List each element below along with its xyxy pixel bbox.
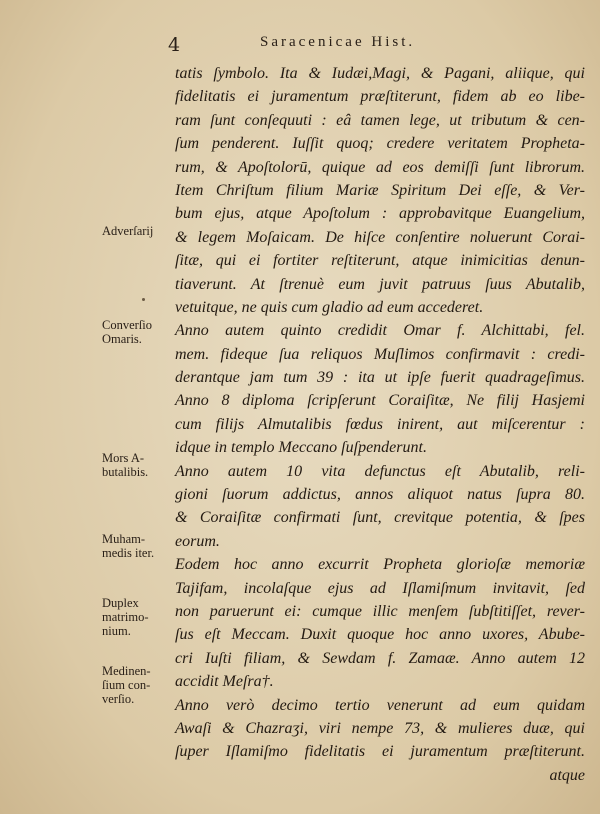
text-line: Eodem hoc anno excurrit Propheta glorioſæ memoriæ (175, 556, 585, 574)
margin-note-line: Omaris. (102, 332, 142, 346)
margin-note-line: nium. (102, 624, 131, 638)
text-line: Awaſi & Chazraʒi, viri nempe 73, & mulieres duæ, qui (175, 719, 585, 737)
text-line: cum filijs Almutalibis fœdus inirent, aut miſcerentur : (175, 415, 585, 433)
margin-note-line: verſio. (102, 692, 135, 706)
margin-note-line: Adverſarij (102, 224, 154, 238)
text-line: & Coraiſitæ confirmati ſunt, crevitque potentia, & ſpes (175, 509, 585, 527)
running-title: Saracenicae Hist. (260, 34, 416, 50)
text-line: rum, & Apoſtolorū, quique ad eos demiſſi ſunt librorum. (175, 158, 585, 176)
text-line: eorum. (175, 532, 220, 550)
margin-note-line: ſium con- (102, 678, 151, 692)
text-line: Anno verò decimo tertio venerunt ad eum quidam (175, 696, 585, 714)
margin-note-iter (102, 532, 178, 560)
margin-note-line: Mors A- (102, 451, 145, 465)
margin-note-mors (102, 451, 178, 479)
text-line: gioni ſuorum addictus, annos aliquot natus ſupra 80. (175, 486, 585, 504)
margin-note-line: medis iter. (102, 546, 155, 560)
body-text (175, 62, 585, 787)
text-line: tiaverunt. At ſtrenuè eum juvit patruus ſuus Abutalib, (175, 275, 585, 293)
text-line: ſitæ, qui ei fortiter reſtiterunt, atque inimicitias denun- (175, 252, 585, 270)
text-line: & legem Moſaicam. De hiſce conſentire noluerunt Corai- (175, 228, 585, 246)
margin-note-line: matrimo- (102, 610, 149, 624)
text-line: derantque jam tum 39 : ita ut ipſe fuerit quadrageſimus. (175, 369, 585, 387)
text-line: ram ſunt conſequuti : eâ tamen lege, ut tributum & cen- (175, 111, 585, 129)
margin-note-line: Medinen- (102, 664, 151, 678)
text-line: non paruerunt ei: cumque illic menſem ſubſtitiſſet, rever- (175, 602, 585, 620)
margin-note-medinensium (102, 664, 178, 706)
text-line: Anno 8 diploma ſcripſerunt Coraiſitæ, Ne filij Hasjemi (175, 392, 585, 410)
text-line: cri Iuſti filiam, & Sewdam f. Zamaæ. Anno autem 12 (175, 649, 585, 667)
text-line: ſum penderent. Iuſſit quoq; credere veritatem Propheta- (175, 135, 585, 153)
text-line: Anno autem quinto credidit Omar f. Alchittabi, fel. (175, 322, 585, 340)
catchword: atque (549, 766, 585, 784)
margin-dot (142, 298, 145, 301)
text-line: Item Chriſtum filium Mariæ Spiritum Dei eſſe, & Ver- (175, 181, 585, 199)
text-line: accidit Meſra†. (175, 673, 274, 691)
text-line: tatis ſymbolo. Ita & Iudæi,Magi, & Pagani, aliique, qui (175, 65, 585, 82)
margin-note-conversio (102, 318, 178, 346)
margin-note-line: butalibis. (102, 465, 149, 479)
margin-note-line: Duplex (102, 596, 139, 610)
text-line: mem. fideque ſua reliquos Muſlimos confirmavit : credi- (175, 345, 585, 363)
text-line: idque in templo Meccano ſuſpenderunt. (175, 439, 427, 457)
margin-note-line: Converſio (102, 318, 152, 332)
text-line: fidelitatis ei juramentum præſtiterunt, fidem ab eo libe- (175, 88, 585, 106)
text-line: ſuper Iſlamiſmo fidelitatis ei juramentum præſtiterunt. (175, 743, 585, 761)
page-header (168, 34, 568, 58)
margin-note-matrimonium (102, 596, 178, 638)
margin-note-line: Muham- (102, 532, 146, 546)
margin-note-adversarij (102, 224, 178, 238)
text-line: vetuitque, ne quis cum gladio ad eum accederet. (175, 298, 484, 316)
text-line: Anno autem 10 vita defunctus eſt Abutalib, reli- (175, 462, 585, 480)
text-line: Tajifam, incolaſque ejus ad Iſlamiſmum invitavit, ſed (175, 579, 585, 597)
text-line: ſus eſt Meccam. Duxit quoque hoc anno uxores, Abube- (175, 626, 585, 644)
page-number: 4 (168, 34, 181, 56)
text-line: bum ejus, atque Apoſtolum : approbavitque Euangelium, (175, 205, 585, 223)
